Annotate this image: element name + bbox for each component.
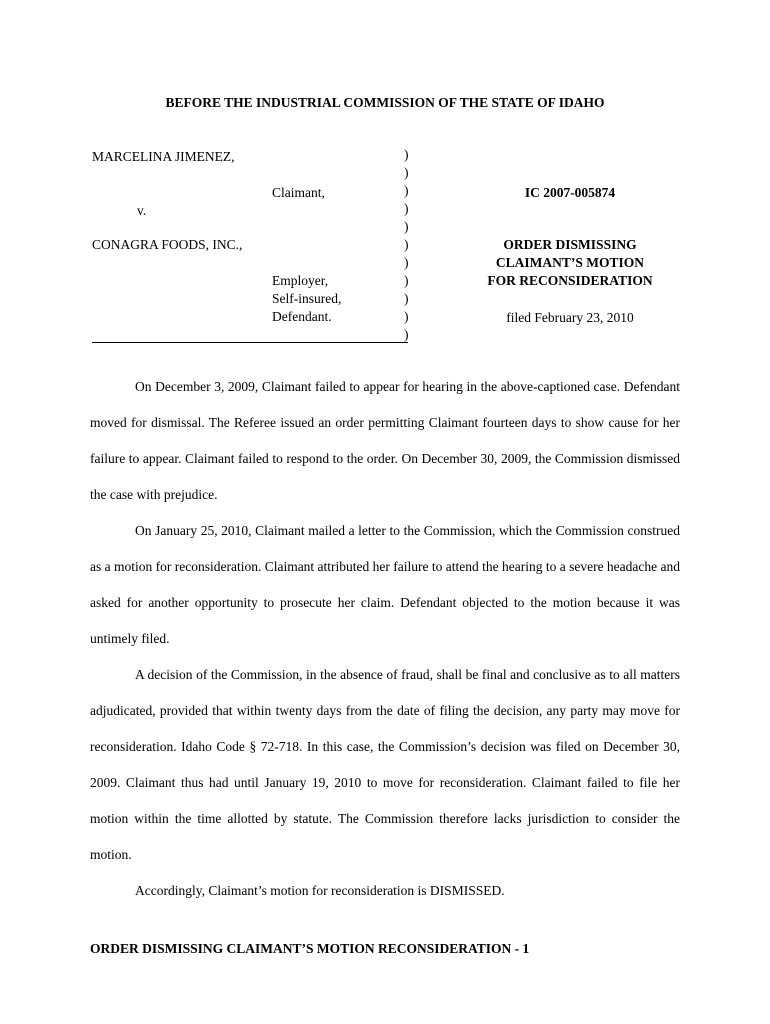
paragraph: On January 25, 2010, Claimant mailed a letter to the Commission, which the Commission construed as a motion for reconsideration. Claimant attributed her failure to attend the hearing to a severe headache and asked for another opportunity to prosecute her claim. Defendant objected to the motion because it was untimely filed.	[90, 523, 681, 646]
claimant-role: Claimant,	[272, 185, 325, 200]
paren-line: )	[404, 273, 409, 288]
defendant-name: CONAGRA FOODS, INC.,	[92, 237, 243, 252]
defendant-role-defendant: Defendant.	[272, 309, 332, 324]
paren-line: )	[404, 237, 409, 252]
court-heading: BEFORE THE INDUSTRIAL COMMISSION OF THE STATE OF IDAHO	[165, 95, 605, 110]
order-body	[90, 369, 680, 909]
paren-line: )	[404, 309, 409, 324]
caption-parenthesis-column	[404, 146, 409, 344]
order-title-line-2: CLAIMANT’S MOTION	[495, 255, 645, 270]
paragraph: A decision of the Commission, in the absence of fraud, shall be final and conclusive as to all matters adjudicated, provided that within twenty days from the date of filing the decision, any party may move for reconsideration. Idaho Code § 72-718. In this case, the Commission’s decision was filed on December 30, 2009. Claimant thus had until January 19, 2010 to move for reconsideration. Claimant failed to file her motion within the time allotted by statute. The Commission therefore lacks jurisdiction to consider the motion.	[90, 667, 680, 862]
paren-line: )	[404, 255, 409, 270]
paren-line: )	[404, 183, 409, 198]
paragraph: On December 3, 2009, Claimant failed to appear for hearing in the above-captioned case. Defendant moved for dismissal. The Referee issued an order permitting Claimant fourteen days to show cause for her failure to appear. Claimant failed to respond to the order. On December 30, 2009, the Commission dismissed the case with prejudice.	[90, 379, 680, 502]
paragraph: Accordingly, Claimant’s motion for reconsideration is DISMISSED.	[135, 883, 505, 898]
paren-line: )	[404, 291, 409, 306]
case-number: IC 2007-005874	[524, 185, 616, 200]
defendant-role-employer: Employer,	[272, 273, 329, 288]
versus-label: v.	[137, 203, 147, 218]
paren-line: )	[404, 147, 409, 162]
order-title-line-1: ORDER DISMISSING	[503, 237, 637, 252]
claimant-name: MARCELINA JIMENEZ,	[92, 149, 235, 164]
paren-line: )	[404, 219, 409, 234]
filed-date: filed February 23, 2010	[506, 310, 634, 325]
page-footer: ORDER DISMISSING CLAIMANT’S MOTION RECONSIDERATION - 1	[90, 941, 530, 956]
paren-line: )	[404, 165, 409, 180]
paren-line: )	[404, 327, 409, 342]
order-title-line-3: FOR RECONSIDERATION	[487, 273, 653, 288]
paren-line: )	[404, 201, 409, 216]
caption-underline	[92, 342, 408, 343]
defendant-role-self-insured: Self-insured,	[272, 291, 342, 306]
